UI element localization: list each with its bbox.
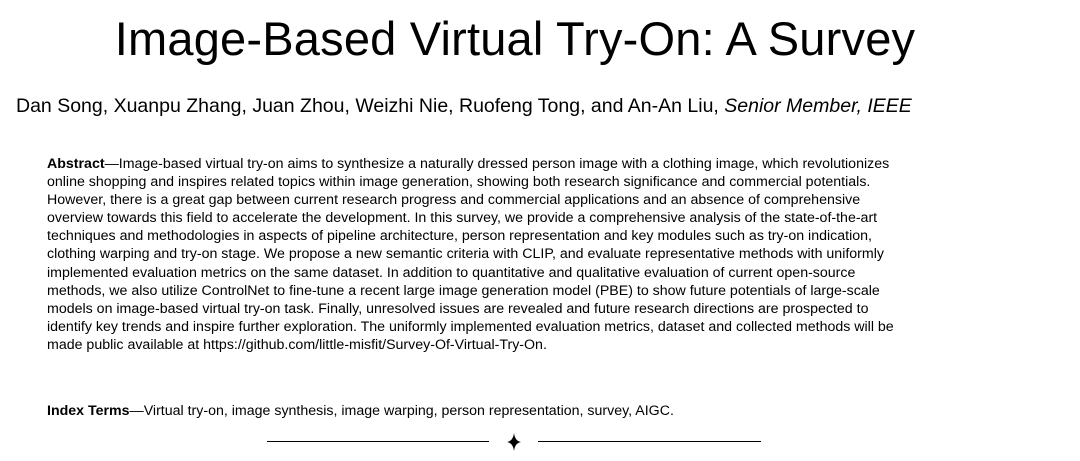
abstract-text: —Image-based virtual try-on aims to synthesize a naturally dressed person image with a clothing image, which revolutionizes online shopping and inspires related topics within image generation, showing both research significance and commercial potentials. However, there is a great gap between current research progress and commercial applications and an absence of comprehensive overview towards this field to accelerate the development. In this survey, we provide a comprehensive analysis of the state-of-the-art techniques and methodologies in aspects of pipeline architecture, person representation and key modules such as try-on indication, clothing warping and try-on stage. We propose a new semantic criteria with CLIP, and evaluate representative methods with uniformly implemented evaluation metrics on the same dataset. In addition to quantitative and qualitative evaluation of current open-source methods, we also utilize ControlNet to fine-tune a recent large image generation model (PBE) to show future potentials of large-scale models on image-based virtual try-on task. Finally, unresolved issues are revealed and future research directions are prospected to identify key trends and inspire further exploration. The uniformly implemented evaluation metrics, dataset and collected methods will be made public available at https://github.com/little-misfit/Survey-Of-Virtual-Try-On. xyxy=(47,156,894,353)
divider-line-right xyxy=(538,441,761,442)
diamond-star-icon xyxy=(506,432,522,452)
author-names: Dan Song, Xuanpu Zhang, Juan Zhou, Weizhi Nie, Ruofeng Tong, and An-An Liu, xyxy=(16,95,725,117)
abstract-label: Abstract xyxy=(47,156,105,172)
paper-title: Image-Based Virtual Try-On: A Survey xyxy=(114,12,916,65)
index-terms-text: —Virtual try-on, image synthesis, image warping, person representation, survey, AIGC. xyxy=(129,403,674,419)
author-affiliation: Senior Member, IEEE xyxy=(724,95,912,117)
section-divider xyxy=(267,432,761,452)
abstract xyxy=(47,155,992,354)
author-list xyxy=(16,92,1066,120)
divider-line-left xyxy=(267,441,489,442)
index-terms-label: Index Terms xyxy=(47,403,130,419)
index-terms xyxy=(47,402,992,420)
